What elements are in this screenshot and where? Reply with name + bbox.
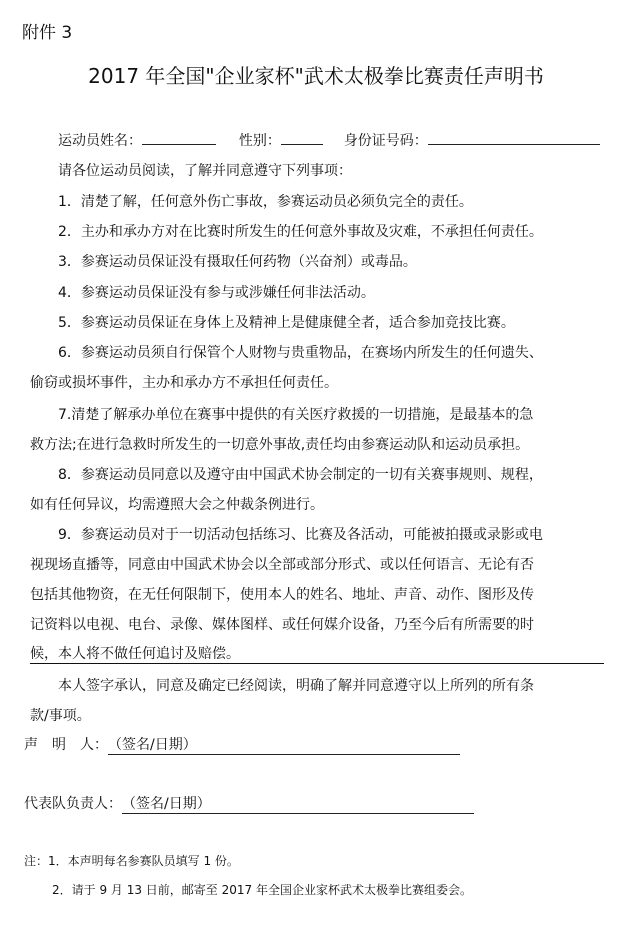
item-1: 1．清楚了解，任何意外伤亡事故，参赛运动员必须负完全的责任。 — [58, 194, 473, 210]
name-field[interactable] — [142, 130, 216, 145]
declarant-label: 声 明 人： — [24, 737, 108, 753]
declarant-row — [24, 734, 460, 755]
item-4: 4．参赛运动员保证没有参与或涉嫌任何非法活动。 — [58, 285, 375, 301]
item-6-line-2: 偷窃或损坏事件，主办和承办方不承担任何责任。 — [30, 375, 338, 391]
note-1: 注：1．本声明每名参赛队员填写 1 份。 — [24, 854, 239, 868]
item-6-line-1: 6．参赛运动员须自行保管个人财物与贵重物品，在赛场内所发生的任何遗失、 — [58, 345, 543, 361]
note-2: 2．请于 9 月 13 日前，邮寄至 2017 年全国企业家杯武术太极拳比赛组委会。 — [52, 883, 472, 897]
athlete-info-fields — [58, 130, 600, 150]
item-9-line-3: 包括其他物资，在无任何限制下，使用本人的姓名、地址、声音、动作、图形及传 — [30, 587, 534, 603]
gender-label: 性别： — [238, 133, 281, 149]
id-label: 身份证号码： — [343, 133, 428, 149]
item-9-line-1: 9．参赛运动员对于一切活动包括练习、比赛及各活动，可能被拍摄或录影或电 — [58, 527, 543, 543]
name-label: 运动员姓名： — [58, 133, 142, 149]
item-7-line-1: 7.清楚了解承办单位在赛事中提供的有关医疗救援的一切措施，是最基本的急 — [58, 407, 534, 423]
item-9-line-2: 视现场直播等，同意由中国武术协会以全部或部分形式、或以任何语言、无论有否 — [30, 557, 534, 573]
team-rep-signature-hint: （签名/日期） — [122, 796, 211, 812]
item-8-line-2: 如有任何异议，均需遵照大会之仲裁条例进行。 — [30, 497, 324, 513]
intro-text: 请各位运动员阅读，了解并同意遵守下列事项： — [58, 163, 352, 179]
attachment-label: 附件 3 — [22, 23, 73, 43]
team-rep-label: 代表队负责人： — [24, 796, 122, 812]
item-9-line-4: 记资料以电视、电台、录像、媒体图样、或任何媒介设备，乃至今后有所需要的时 — [30, 617, 534, 633]
item-5: 5．参赛运动员保证在身体上及精神上是健康健全者，适合参加竞技比赛。 — [58, 315, 515, 331]
gender-field[interactable] — [281, 130, 323, 145]
item-9-line-5: 候，本人将不做任何追讨及赔偿。 — [30, 646, 240, 662]
item-7-line-2: 救方法;在进行急救时所发生的一切意外事故,责任均由参赛运动队和运动员承担。 — [30, 437, 530, 453]
confirm-line-2: 款/事项。 — [30, 708, 91, 724]
item-3: 3．参赛运动员保证没有摄取任何药物（兴奋剂）或毒品。 — [58, 254, 417, 270]
id-number-field[interactable] — [428, 130, 600, 145]
declarant-signature-hint: （签名/日期） — [108, 737, 197, 753]
page-title: 2017 年全国"企业家杯"武术太极拳比赛责任声明书 — [88, 64, 544, 88]
section-divider — [30, 663, 604, 664]
item-8-line-1: 8．参赛运动员同意以及遵守由中国武术协会制定的一切有关赛事规则、规程， — [58, 467, 543, 483]
item-2: 2．主办和承办方对在比赛时所发生的任何意外事故及灾难，不承担任何责任。 — [58, 224, 543, 240]
confirm-line-1: 本人签字承认，同意及确定已经阅读，明确了解并同意遵守以上所列的所有条 — [58, 678, 534, 694]
declarant-signature-field[interactable] — [108, 734, 460, 755]
team-rep-row — [24, 793, 474, 814]
team-rep-signature-field[interactable] — [122, 793, 474, 814]
